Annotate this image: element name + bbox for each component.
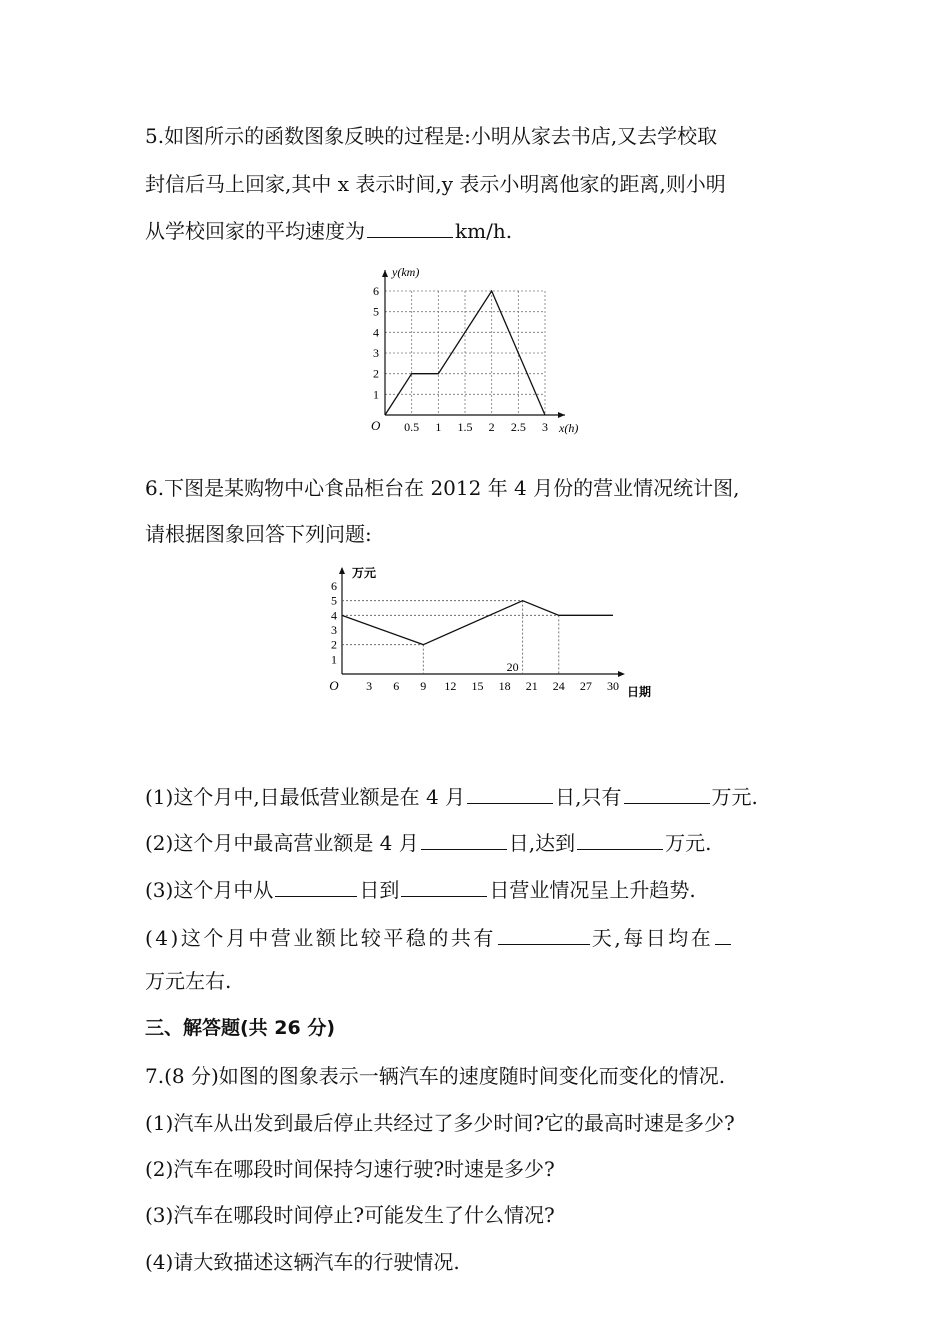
x-tick-label: 12 xyxy=(444,679,457,693)
x-tick-label: 1.5 xyxy=(457,420,473,434)
q6-sub-1 xyxy=(145,783,758,810)
q6-sub-3 xyxy=(145,876,696,903)
x-tick-label: 3 xyxy=(542,420,548,434)
y-axis-arrow xyxy=(382,270,388,277)
sales-series-line xyxy=(342,601,613,645)
x-tick-label: 0.5 xyxy=(404,420,420,434)
x-tick-label: 2 xyxy=(488,420,495,434)
q6-sub-4 xyxy=(145,924,733,951)
q6-sub-2-blank-2[interactable] xyxy=(577,829,663,850)
origin-label: O xyxy=(371,418,381,433)
q7-part-4: (4)请大致描述这辆汽车的行驶情况. xyxy=(145,1250,460,1274)
q7-part-1: (1)汽车从出发到最后停止共经过了多少时间?它的最高时速是多少? xyxy=(145,1111,735,1135)
x-axis-label: 日期 xyxy=(627,685,652,699)
q6-sub-3-text-a: (3)这个月中从 xyxy=(145,878,274,902)
x-tick-label: 21 xyxy=(525,679,538,693)
origin-label: O xyxy=(329,678,339,693)
q6-sub-2-text-c: 万元. xyxy=(665,831,712,855)
q6-line-1: 6.下图是某购物中心食品柜台在 2012 年 4 月份的营业情况统计图, xyxy=(145,476,740,500)
q5-unit: km/h. xyxy=(455,219,513,243)
q6-sub-4-blank-2[interactable] xyxy=(715,924,731,945)
y-tick-label: 4 xyxy=(331,608,337,623)
y-tick-label: 1 xyxy=(331,652,337,667)
q5-line-2: 封信后马上回家,其中 x 表示时间,y 表示小明离他家的距离,则小明 xyxy=(145,172,726,196)
x-axis-label: x(h) xyxy=(559,421,579,435)
annotation-label: 20 xyxy=(506,660,519,674)
q6-sub-1-text-c: 万元. xyxy=(711,785,758,809)
distance-time-chart xyxy=(360,262,600,438)
x-tick-label: 24 xyxy=(552,679,565,693)
x-tick-label: 2.5 xyxy=(510,420,526,434)
q6-sub-2-text-b: 日,达到 xyxy=(508,831,576,855)
y-tick-label: 4 xyxy=(373,325,379,340)
q5-line-3-text: 从学校回家的平均速度为 xyxy=(145,219,365,243)
q5-answer-blank[interactable] xyxy=(367,217,453,238)
x-axis-arrow xyxy=(558,412,565,418)
y-tick-label: 5 xyxy=(373,304,379,319)
y-tick-label: 5 xyxy=(331,593,337,608)
y-tick-label: 3 xyxy=(373,346,379,360)
sales-chart xyxy=(320,562,652,712)
x-axis-arrow xyxy=(618,671,625,677)
x-tick-label: 9 xyxy=(420,679,427,693)
y-tick-label: 3 xyxy=(331,623,337,637)
q6-sub-3-blank-2[interactable] xyxy=(401,876,487,897)
q6-sub-1-text-b: 日,只有 xyxy=(555,785,622,809)
x-tick-label: 6 xyxy=(393,679,400,693)
q6-sub-2 xyxy=(145,829,712,856)
y-axis-label: 万元 xyxy=(352,566,377,580)
y-tick-label: 2 xyxy=(373,366,379,381)
q6-sub-1-blank-1[interactable] xyxy=(467,783,553,804)
q6-sub-4-blank-1[interactable] xyxy=(498,924,590,945)
q6-sub-4-cont: 万元左右. xyxy=(145,969,232,993)
x-tick-label: 30 xyxy=(607,679,619,693)
q6-sub-4-text-b: 天,每日均在 xyxy=(591,926,714,950)
y-tick-label: 1 xyxy=(373,387,379,402)
x-tick-label: 27 xyxy=(579,679,592,693)
x-tick-label: 3 xyxy=(366,679,373,693)
x-tick-label: 15 xyxy=(471,679,484,693)
q6-sub-3-blank-1[interactable] xyxy=(275,876,357,897)
q6-sub-3-text-b: 日到 xyxy=(359,878,400,902)
q6-line-2: 请根据图象回答下列问题: xyxy=(145,522,372,546)
q7-part-2: (2)汽车在哪段时间保持匀速行驶?时速是多少? xyxy=(145,1157,555,1181)
q6-sub-3-text-c: 日营业情况呈上升趋势. xyxy=(489,878,696,902)
q5-line-3 xyxy=(145,217,512,244)
x-tick-label: 1 xyxy=(435,420,442,434)
y-tick-label: 6 xyxy=(373,284,379,298)
x-tick-label: 18 xyxy=(498,679,511,693)
q5-line-1: 5.如图所示的函数图象反映的过程是:小明从家去书店,又去学校取 xyxy=(145,124,718,148)
section-3-title: 三、解答题(共 26 分) xyxy=(145,1017,336,1039)
q6-sub-1-blank-2[interactable] xyxy=(624,783,710,804)
y-tick-label: 2 xyxy=(331,637,337,652)
q7-intro: 7.(8 分)如图的图象表示一辆汽车的速度随时间变化而变化的情况. xyxy=(145,1064,726,1088)
q7-part-3: (3)汽车在哪段时间停止?可能发生了什么情况? xyxy=(145,1203,555,1227)
q6-sub-4-text-a: (4)这个月中营业额比较平稳的共有 xyxy=(145,926,496,950)
y-axis-label: y(km) xyxy=(392,265,420,279)
q6-sub-1-text-a: (1)这个月中,日最低营业额是在 4 月 xyxy=(145,785,466,809)
y-tick-label: 6 xyxy=(331,579,337,593)
q6-sub-2-blank-1[interactable] xyxy=(421,829,507,850)
y-axis-arrow xyxy=(339,567,345,574)
q6-sub-2-text-a: (2)这个月中最高营业额是 4 月 xyxy=(145,831,419,855)
